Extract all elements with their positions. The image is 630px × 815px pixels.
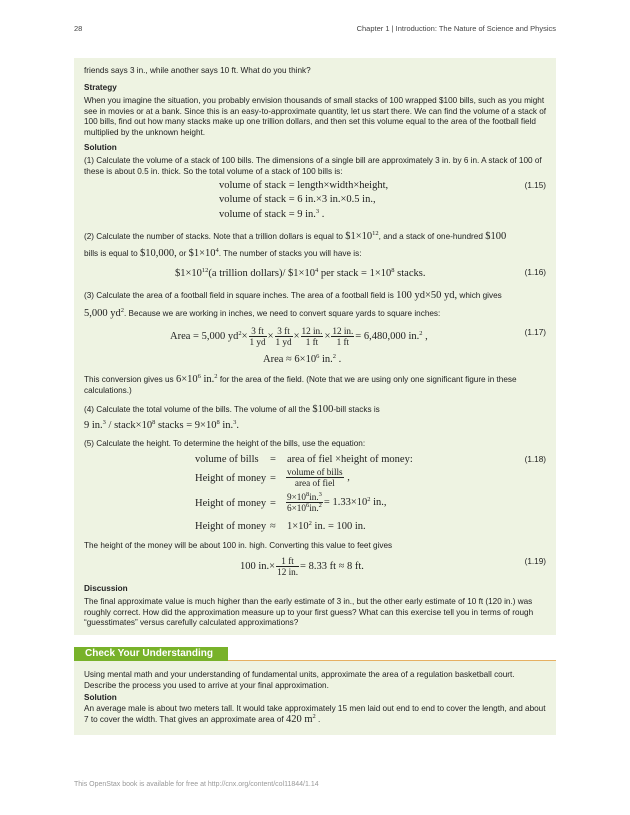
check-prompt: Using mental math and your understanding of fundamental units, approximate the area of a regulation basketball court. Describe the process you used to arrive at your final approximation. xyxy=(84,670,515,690)
page-number: 28 xyxy=(74,24,83,33)
check-understanding-title: Check Your Understanding xyxy=(74,647,228,661)
eq118-r3-lhs: Height of money xyxy=(195,498,267,509)
eq118-r1-rhs: area of fiel ×height of money: xyxy=(287,454,413,465)
eq118-r2-lhs: Height of money xyxy=(195,473,267,484)
height-text: The height of the money will be about 100 in. high. Converting this value to feet gives xyxy=(84,541,393,550)
discussion-heading: Discussion xyxy=(84,584,128,593)
eq118-r2-frac: $\frac{\text{volume of bills}}{\text{area of fiel}}$ , xyxy=(287,467,350,488)
check-solution-text: An average male is about two meters tall. It would take approximately 15 men laid out end to end to cover the length, and about 7 to cover the width. That gives an approximate area of 420 $m^2$ . xyxy=(84,704,546,725)
trillion-dollars-math: $\$1\times 10^{12}$ xyxy=(345,230,379,242)
eq119-number: (1.19) xyxy=(524,557,546,566)
eq118-r3-op: = xyxy=(270,498,276,509)
eq117-line1: Area = 5,000 $yd^2\times$ $\frac{3 ft}{1 yd}$ × $\frac{3 ft}{1 yd}$ × $\frac{12 in.}{1 ft}$ × $\frac{12 in.}{1 ft}$ = 6,480,000 in.$^2$ , xyxy=(170,326,428,347)
eq118-r2-op: = xyxy=(270,473,276,484)
step5-text: (5) Calculate the height. To determine the height of the bills, use the equation: xyxy=(84,439,366,448)
eq118-number: (1.18) xyxy=(524,455,546,464)
eq118-r3-expr: $\frac{9\times 10^8in.^3}{6\times 10^6in.^2}$ = $1.33\times 10^2$ in., xyxy=(287,491,387,513)
eq115-number: (1.15) xyxy=(524,181,546,190)
conversion-text: This conversion gives us $6\times 10^6$ in.$^2$ for the area of the field. (Note that we are using only one significant figure in these calculations.) xyxy=(84,373,517,395)
eq118-r1-op: = xyxy=(270,454,276,465)
chapter-title: Chapter 1 | Introduction: The Nature of Science and Physics xyxy=(356,24,556,33)
step3-line2: 5,000 $yd^2$. Because we are working in inches, we need to convert square yards to square inches: xyxy=(84,307,441,319)
intro-line: friends says 3 in., while another says 10 ft. What do you think? xyxy=(84,66,311,75)
eq116-number: (1.16) xyxy=(524,268,546,277)
check-solution-heading: Solution xyxy=(84,693,117,702)
step2-line2: bills is equal to $10,000, or $\$1\times 10^4$. The number of stacks you will have is: xyxy=(84,247,362,259)
page-footer: This OpenStax book is available for free at http://cnx.org/content/col11844/1.14 xyxy=(74,781,319,788)
step1-text: (1) Calculate the volume of a stack of 100 bills. The dimensions of a single bill are approximately 3 in. by 6 in. A stack of 100 of these is about 0.5 in. thick. So the total volume of a stack of 100 bills is: xyxy=(84,156,542,176)
eq115-line3: volume of stack = 9 in.$^3$ . xyxy=(219,208,325,220)
eq117-number: (1.17) xyxy=(524,328,546,337)
solution-heading: Solution xyxy=(84,143,117,152)
eq118-r1-lhs: volume of bills xyxy=(195,454,259,465)
step2-line1: (2) Calculate the number of stacks. Note that a trillion dollars is equal to $\$1\times 10^{12}$, and a stack of one-hundred $100 xyxy=(84,230,507,242)
eq119: 100 in.× $\frac{1 ft}{12 in.}$ = 8.33 ft ≈ 8 ft. xyxy=(240,556,364,577)
page-header xyxy=(74,24,556,38)
eq115-line2: volume of stack = 6 in.×3 in.×0.5 in., xyxy=(219,194,376,205)
step4-line1: (4) Calculate the total volume of the bills. The volume of all the $100-bill stacks is xyxy=(84,404,380,415)
eq116: $\$1\times 10^{12}(a$ trillion dollars)/ $\$1\times 10^4$ per stack = $1\times 10^8$ stacks. xyxy=(175,267,426,279)
step4-line2: 9 $in.^3 / stack\times 10^8$ stacks = $9\times 10^8$ in.$^3$. xyxy=(84,419,240,431)
eq118-r4-op: ≈ xyxy=(270,521,276,532)
strategy-heading: Strategy xyxy=(84,83,117,92)
step3-line1: (3) Calculate the area of a football field in square inches. The area of a football field is 100 yd×50 yd, which gives xyxy=(84,290,502,301)
eq118-r4-rhs: $1\times 10^2$ in. = 100 in. xyxy=(287,520,366,532)
eq118-r4-lhs: Height of money xyxy=(195,521,267,532)
discussion-text: The final approximate value is much higher than the early estimate of 3 in., but the other early estimate of 10 ft (120 in.) was roughly correct. How did the approximation measure up to your first guess? What can this exercise tell you in terms of rough “guesstimates” versus carefully calculated approximations? xyxy=(84,597,534,628)
eq117-line2: Area ≈ $6\times 10^6$ in.$^2$ . xyxy=(263,353,342,365)
strategy-text: When you imagine the situation, you probably envision thousands of small stacks of 100 wrapped $100 bills, such as you might see in movies or at a bank. Since this is an easy-to-approximate quantity, let us start there. We can find the volume of a stack of 100 bills, find out how many stacks make up one trillion dollars, and then set this volume equal to the area of the football field multiplied by the unknown height. xyxy=(84,96,547,137)
eq115-line1: volume of stack = length×width×height, xyxy=(219,180,389,191)
